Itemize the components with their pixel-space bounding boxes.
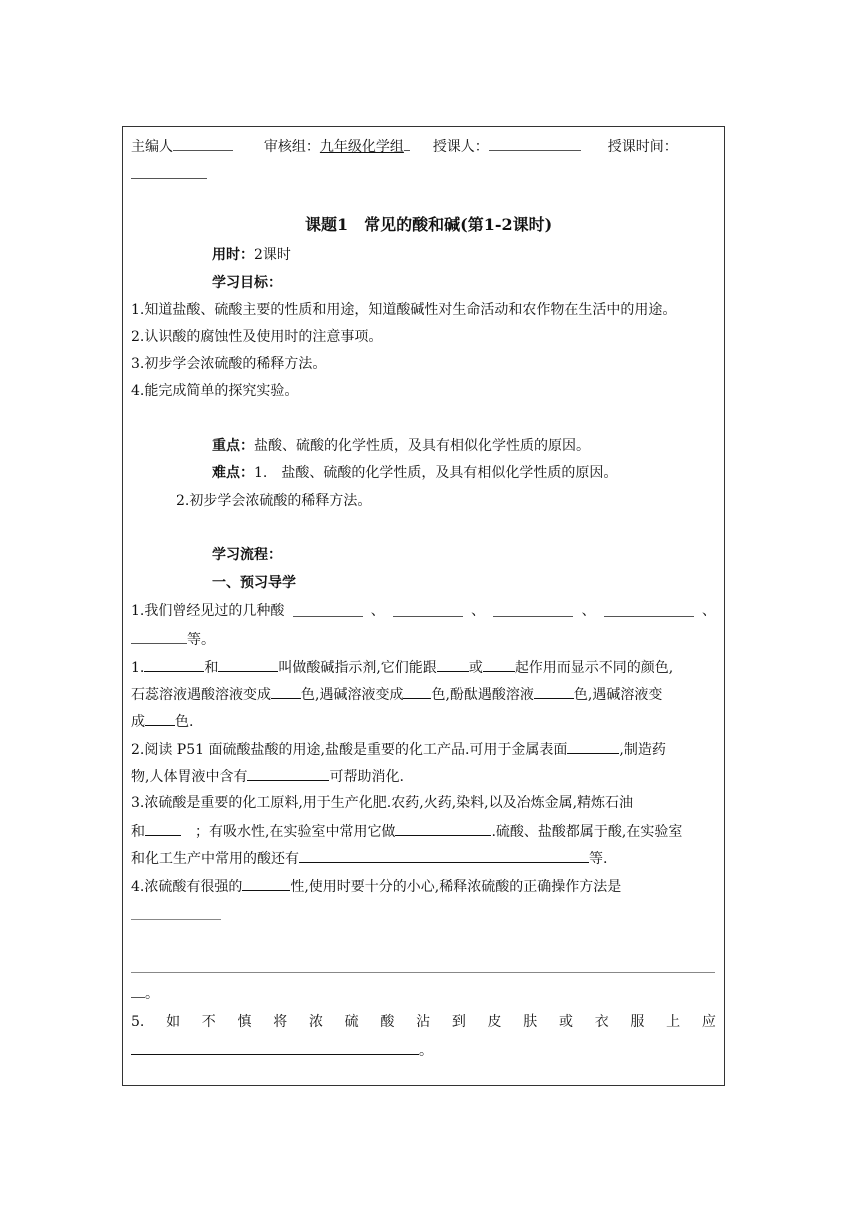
question-3: 3.浓硫酸是重要的化工原料,用于生产化肥.农药,火药,染料,以及冶炼金属,精炼石油 <box>131 795 634 811</box>
editor-blank[interactable] <box>173 135 233 151</box>
key-point-text: 盐酸、硫酸的化学性质，及具有相似化学性质的原因。 <box>254 438 590 454</box>
objective-item: 2.认识酸的腐蚀性及使用时的注意事项。 <box>131 329 383 345</box>
dilution-answer-line-2[interactable] <box>131 972 715 973</box>
metal-surface-blank[interactable] <box>567 738 619 754</box>
dilution-answer-line-1[interactable] <box>131 919 221 920</box>
indicator-blank-1[interactable] <box>144 656 204 672</box>
duration-value: 2课时 <box>254 247 291 263</box>
acid-blank-1[interactable] <box>293 601 363 617</box>
litmus-acid-blank[interactable] <box>271 683 301 699</box>
sulfuric-use-blank[interactable] <box>145 820 181 836</box>
acid-blank-4[interactable] <box>604 601 694 617</box>
worksheet-frame: 主编人 审核组：九年级化学组 授课人： 授课时间： 课题1 常见的酸和碱(第1-2课时) 用时：2课时 学习目标： 1.知道盐酸、硫酸主要的性质和用途，知道酸碱性对生命活动和农作物在生活中的用途。 2.认识酸的腐蚀性及使用时的注意事项。 3.初步学会浓硫酸的稀释方法。 4.能完成简单的探究实验。 重点：盐酸、硫酸的化学性质，及具有相似化学性质的原因。 难点：1. 盐酸、硫酸的化学性质，及具有相似化学性质的原因。 2.初步学会浓硫酸的稀释方法。 学习流程： 一、预习导学 1.我们曾经见过的几种酸 、 、 、 、 等。 1. 和 叫做酸碱指示剂,它们能跟 或 起作用而显示不同的颜色, 石蕊溶液遇酸溶液变成 色,遇碱溶液变成 色,酚酞遇酸溶液 色,遇碱溶液变 成 色. 2.阅读 P51 面硫酸盐酸的用途,盐酸是重要的化工产品.可用于金属表面 ,制造药 物,人体胃液中含有 可帮助消化. 3.浓硫酸是重要的化工原料,用于生产化肥.农药,火药,染料,以及冶炼金属,精炼石油 和 ；有吸水性,在实验室中常用它做 .硫酸、盐酸都属于酸,在实验室 和化工生产中常用的酸还有 等. 4.浓硫酸有很强的 性,使用时要十分的小心,稀释浓硫酸的正确操作方法是 。 5. 如 不 慎 将 浓 硫 酸 沾 到 皮 肤 或 衣 服 上 应 。 <box>122 126 725 1086</box>
review-label: 审核组： <box>263 139 320 155</box>
react-blank-2[interactable] <box>483 656 515 672</box>
key-point-label: 重点： <box>212 438 254 454</box>
difficulty-text-2: 2.初步学会浓硫酸的稀释方法。 <box>176 493 372 509</box>
indicator-blank-2[interactable] <box>218 656 278 672</box>
phenol-base-blank[interactable] <box>145 710 175 726</box>
dehydration-blank[interactable] <box>242 875 290 891</box>
review-value: 九年级化学组 <box>319 139 404 155</box>
duration-row <box>212 245 291 265</box>
time-blank[interactable] <box>131 163 207 179</box>
process-heading: 学习流程： <box>212 547 282 563</box>
page-title: 课题1 常见的酸和碱(第1-2课时) <box>305 215 553 234</box>
teacher-blank[interactable] <box>489 135 581 151</box>
difficulty-text: 1. 盐酸、硫酸的化学性质，及具有相似化学性质的原因。 <box>254 465 618 481</box>
acid-blank-3[interactable] <box>493 601 573 617</box>
dilution-answer-tail[interactable] <box>131 982 145 998</box>
difficulty-label: 难点： <box>212 465 254 481</box>
other-acids-blank[interactable] <box>299 847 589 863</box>
question-5: 5. 如 不 慎 将 浓 硫 酸 沾 到 皮 肤 或 衣 服 上 应 <box>131 1014 716 1030</box>
objective-item: 4.能完成简单的探究实验。 <box>131 383 299 399</box>
time-label: 授课时间： <box>607 139 678 155</box>
acid-blank-5[interactable] <box>131 628 187 644</box>
editor-label: 主编人 <box>131 139 173 155</box>
objective-item: 3.初步学会浓硫酸的稀释方法。 <box>131 356 327 372</box>
question-2: 2.阅读 P51 面硫酸盐酸的用途,盐酸是重要的化工产品.可用于金属表面 ,制造药 <box>131 738 666 760</box>
phenol-acid-blank[interactable] <box>534 683 574 699</box>
question-1b: 1. 和 叫做酸碱指示剂,它们能跟 或 起作用而显示不同的颜色, <box>131 656 673 678</box>
litmus-base-blank[interactable] <box>403 683 431 699</box>
skin-contact-blank[interactable] <box>131 1039 419 1055</box>
difficulty <box>212 463 617 483</box>
duration-label: 用时： <box>212 247 254 263</box>
header-row <box>131 135 678 157</box>
teacher-label: 授课人： <box>432 139 489 155</box>
desiccant-blank[interactable] <box>395 820 491 836</box>
section1-heading: 一、预习导学 <box>212 575 296 591</box>
react-blank-1[interactable] <box>437 656 469 672</box>
key-point <box>212 436 590 456</box>
stomach-acid-blank[interactable] <box>247 765 329 781</box>
question-1: 1.我们曾经见过的几种酸 、 、 、 、 <box>131 603 716 619</box>
objectives-heading: 学习目标： <box>212 275 282 291</box>
objective-item: 1.知道盐酸、硫酸主要的性质和用途，知道酸碱性对生命活动和农作物在生活中的用途。 <box>131 302 677 318</box>
acid-blank-2[interactable] <box>393 601 463 617</box>
question-4: 4.浓硫酸有很强的 性,使用时要十分的小心,稀释浓硫酸的正确操作方法是 <box>131 875 621 897</box>
